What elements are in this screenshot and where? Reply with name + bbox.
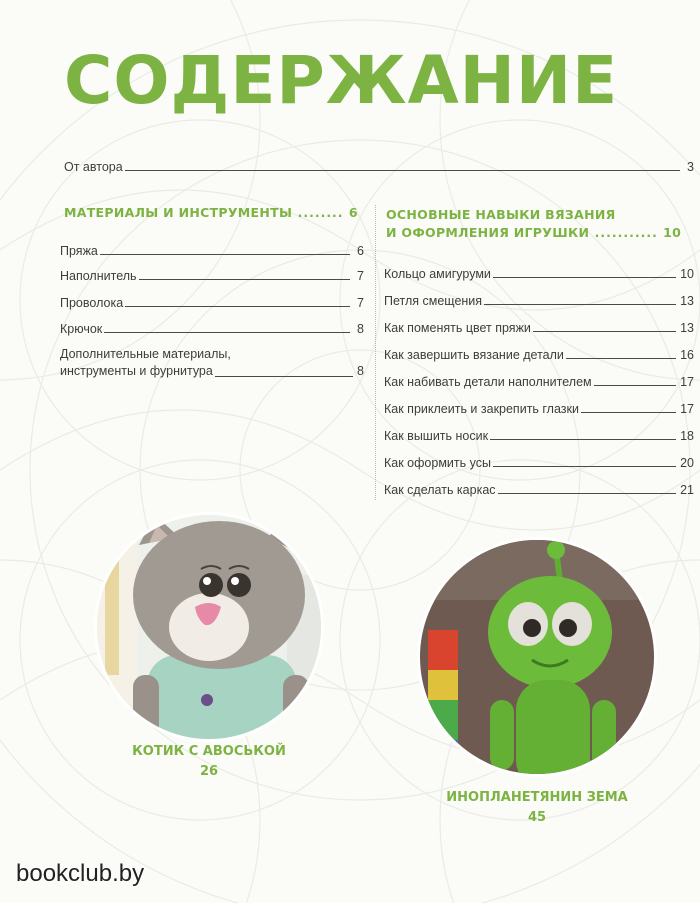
- toc-item-page: 21: [680, 483, 694, 497]
- toc-item-label: Как набивать детали наполнителем: [384, 375, 592, 389]
- toc-row[interactable]: [384, 290, 694, 308]
- toc-item-label-line1: Дополнительные материалы,: [60, 347, 231, 361]
- toc-item-label: Как вышить носик: [384, 429, 489, 443]
- watermark: bookclub.by: [16, 860, 145, 887]
- toc-item-page: 17: [680, 402, 694, 416]
- toc-row-extra[interactable]: [60, 346, 364, 380]
- toc-row[interactable]: [60, 240, 364, 258]
- toc-item-page: 8: [357, 322, 364, 336]
- leader-line: [581, 412, 676, 413]
- toc-item-label-line2: инструменты и фурнитура: [60, 364, 213, 378]
- leader-line: [100, 254, 350, 255]
- toc-item-page: 20: [680, 456, 694, 470]
- project-page: 45: [527, 810, 547, 825]
- leader-line: [139, 279, 350, 280]
- toc-row[interactable]: [384, 344, 694, 362]
- toc-row[interactable]: [384, 371, 694, 389]
- cat-toy-illustration: [97, 515, 321, 739]
- toc-row[interactable]: [384, 452, 694, 470]
- leader-line: [493, 277, 676, 278]
- toc-item-label: Как сделать каркас: [384, 483, 496, 497]
- project-caption-cat[interactable]: [97, 742, 321, 782]
- cat-toy-photo[interactable]: [97, 515, 321, 739]
- leader-line: [125, 306, 350, 307]
- toc-row[interactable]: [384, 263, 694, 281]
- toc-item-label: Как приклеить и закрепить глазки: [384, 402, 579, 416]
- section-heading-materials[interactable]: МАТЕРИАЛЫ И ИНСТРУМЕНТЫ ........ 6: [64, 205, 358, 220]
- toc-row[interactable]: [384, 398, 694, 416]
- leader-line: [498, 493, 677, 494]
- toc-row[interactable]: [384, 425, 694, 443]
- toc-item-label: Крючок: [60, 322, 103, 336]
- leader-line: [104, 332, 350, 333]
- alien-toy-illustration: [420, 540, 654, 774]
- leader-line: [215, 376, 353, 377]
- leader-line: [493, 466, 676, 467]
- toc-item-page: 18: [680, 429, 694, 443]
- toc-item-label: Кольцо амигуруми: [384, 267, 491, 281]
- toc-item-page: 13: [680, 294, 694, 308]
- toc-row[interactable]: [60, 292, 364, 310]
- toc-item-page: 17: [680, 375, 694, 389]
- toc-item-page: 16: [680, 348, 694, 362]
- column-divider: [375, 205, 376, 500]
- toc-item-page: 13: [680, 321, 694, 335]
- section-heading-skills[interactable]: ОСНОВНЫЕ НАВЫКИ ВЯЗАНИЯ И ОФОРМЛЕНИЯ ИГРУШКИ ........... 10: [386, 207, 682, 240]
- toc-item-page: 6: [357, 244, 364, 258]
- toc-item-page: 7: [357, 296, 364, 310]
- toc-item-label: Петля смещения: [384, 294, 483, 308]
- toc-item-label: Как оформить усы: [384, 456, 491, 470]
- alien-toy-photo[interactable]: [420, 540, 654, 774]
- project-title: КОТИК С АВОСЬКОЙ: [132, 744, 286, 759]
- toc-item-label: Пряжа: [60, 244, 98, 258]
- leader-line: [490, 439, 676, 440]
- leader-line: [533, 331, 676, 332]
- toc-item-label: Проволока: [60, 296, 124, 310]
- toc-item-label: Как поменять цвет пряжи: [384, 321, 531, 335]
- toc-item-label: Наполнитель: [60, 269, 137, 283]
- toc-item-label: От автора: [64, 160, 123, 174]
- page-title: СОДЕРЖАНИЕ: [64, 42, 619, 119]
- toc-item-page: 10: [680, 267, 694, 281]
- project-title: ИНОПЛАНЕТЯНИН ЗЕМА: [446, 790, 628, 805]
- toc-row[interactable]: [60, 318, 364, 336]
- leader-line: [484, 304, 676, 305]
- toc-item-page: 3: [687, 160, 694, 174]
- project-page: 26: [199, 764, 219, 779]
- toc-row[interactable]: [384, 317, 694, 335]
- project-caption-alien[interactable]: [410, 788, 664, 828]
- toc-item-page: 8: [357, 364, 364, 378]
- toc-row[interactable]: [60, 265, 364, 283]
- toc-item-page: 7: [357, 269, 364, 283]
- toc-item-label: Как завершить вязание детали: [384, 348, 564, 362]
- leader-line: [566, 358, 676, 359]
- toc-row-intro[interactable]: [64, 156, 694, 174]
- toc-row[interactable]: [384, 479, 694, 497]
- leader-line: [125, 170, 680, 171]
- leader-line: [594, 385, 676, 386]
